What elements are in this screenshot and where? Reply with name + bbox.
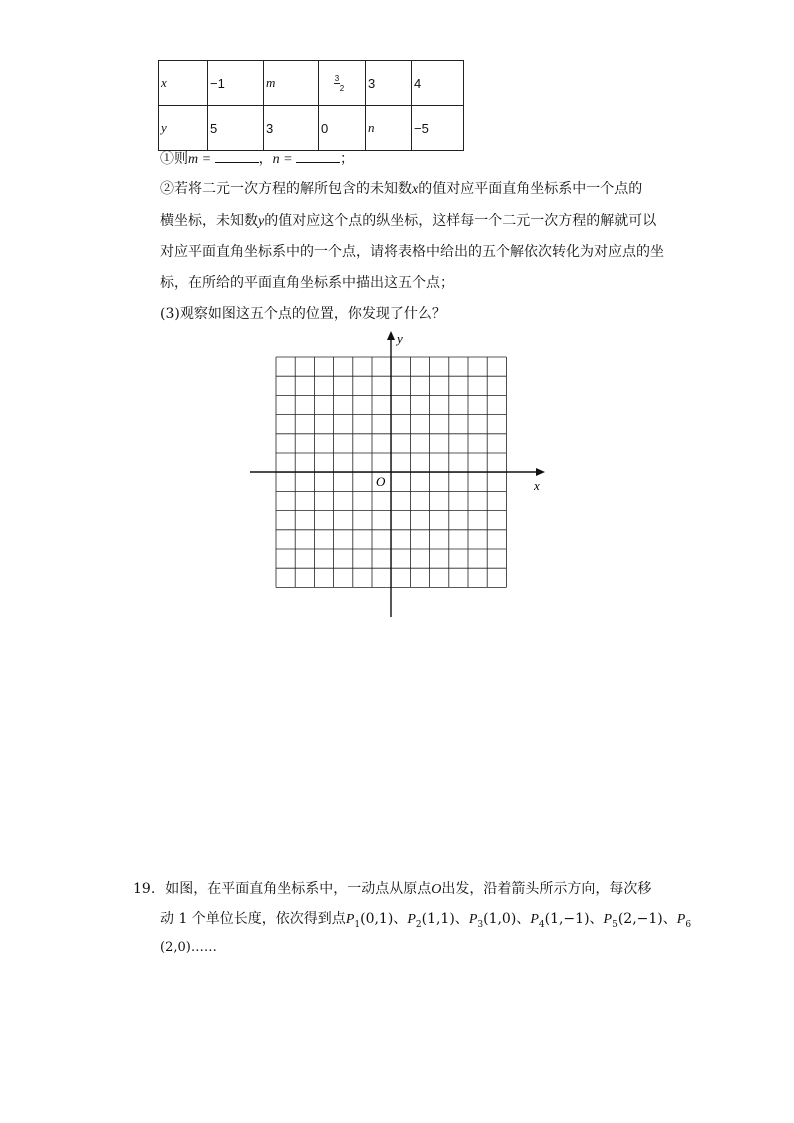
subscript: 5 <box>612 919 618 930</box>
table-cell: 3 <box>366 61 412 106</box>
separator: ， <box>258 151 273 167</box>
table-cell: 0 <box>319 106 366 151</box>
question-19-line-2 <box>160 908 691 930</box>
table-cell: 4 <box>412 61 464 106</box>
table-cell: m <box>264 61 319 106</box>
y-axis-arrow <box>387 331 395 340</box>
table-cell: x <box>159 61 208 106</box>
subscript: 4 <box>538 919 545 930</box>
var-x: x <box>412 182 419 197</box>
table-cell: 5 <box>208 106 264 151</box>
n-label: n = <box>272 152 297 167</box>
point-p2: P <box>407 912 416 927</box>
fraction-numerator: 3 <box>334 73 340 83</box>
origin-o: O <box>431 882 442 897</box>
table-cell: y <box>159 106 208 151</box>
point-p3: P <box>468 912 478 927</box>
question-part-2-line-2 <box>160 210 656 230</box>
text: 如图，在平面直角坐标系中，一动点从原点 <box>165 881 432 897</box>
table-cell: n <box>366 106 412 151</box>
value-table <box>158 60 464 151</box>
x-axis-arrow <box>536 468 545 476</box>
subscript: 2 <box>415 919 422 930</box>
part1-end: ； <box>340 151 355 167</box>
x-axis-label: x <box>534 478 540 493</box>
subscript: 6 <box>685 919 692 930</box>
m-label: m = <box>188 152 215 167</box>
point-p6: P <box>676 912 686 927</box>
text: ②若将二元一次方程的解所包含的未知数 <box>160 181 412 197</box>
coord: (1,1)、 <box>421 911 469 927</box>
table-row-y <box>159 106 464 151</box>
table-cell-fraction <box>319 61 366 106</box>
fraction <box>334 74 350 93</box>
table-cell: −5 <box>412 106 464 151</box>
coordinate-grid <box>240 326 550 621</box>
question-part-3: (3)观察如图这五个点的位置，你发现了什么？ <box>160 306 446 322</box>
coord: (0,1)、 <box>360 911 408 927</box>
y-axis-label: y <box>397 331 403 346</box>
origin-label: O <box>376 474 386 489</box>
question-19-line-3: (2,0)…… <box>160 940 217 955</box>
text: 横坐标，未知数 <box>160 213 258 229</box>
question-19-line-1 <box>133 878 651 898</box>
coord: (1,−1)、 <box>544 911 604 927</box>
fraction-denominator: 2 <box>339 83 345 93</box>
part1-prefix: ①则 <box>160 151 188 167</box>
question-part-2-line-1 <box>160 178 642 198</box>
text: 出发，沿着箭头所示方向，每次移 <box>441 881 652 897</box>
answer-blank-m[interactable] <box>215 150 259 163</box>
table-cell: 3 <box>264 106 319 151</box>
text: 的值对应这个点的纵坐标，这样每一个二元一次方程的解就可以 <box>264 213 657 229</box>
text: 的值对应平面直角坐标系中一个点的 <box>418 181 643 197</box>
coord: (1,0)、 <box>483 911 531 927</box>
question-part-2-line-4: 标，在所给的平面直角坐标系中描出这五个点； <box>160 275 454 291</box>
point-p1: P <box>345 912 355 927</box>
question-part-1 <box>160 148 354 168</box>
table-row-x <box>159 61 464 106</box>
question-number: 19. <box>133 881 156 897</box>
subscript: 3 <box>477 919 484 930</box>
answer-blank-n[interactable] <box>296 150 340 163</box>
point-p5: P <box>603 912 613 927</box>
text: 动 1 个单位长度，依次得到点 <box>160 911 346 927</box>
question-part-2-line-3: 对应平面直角坐标系中的一个点，请将表格中给出的五个解依次转化为对应点的坐 <box>160 244 664 260</box>
point-p4: P <box>530 912 539 927</box>
var-y: y <box>258 214 265 229</box>
table-cell: −1 <box>208 61 264 106</box>
subscript: 1 <box>354 919 361 930</box>
coord: (2,−1)、 <box>617 911 677 927</box>
